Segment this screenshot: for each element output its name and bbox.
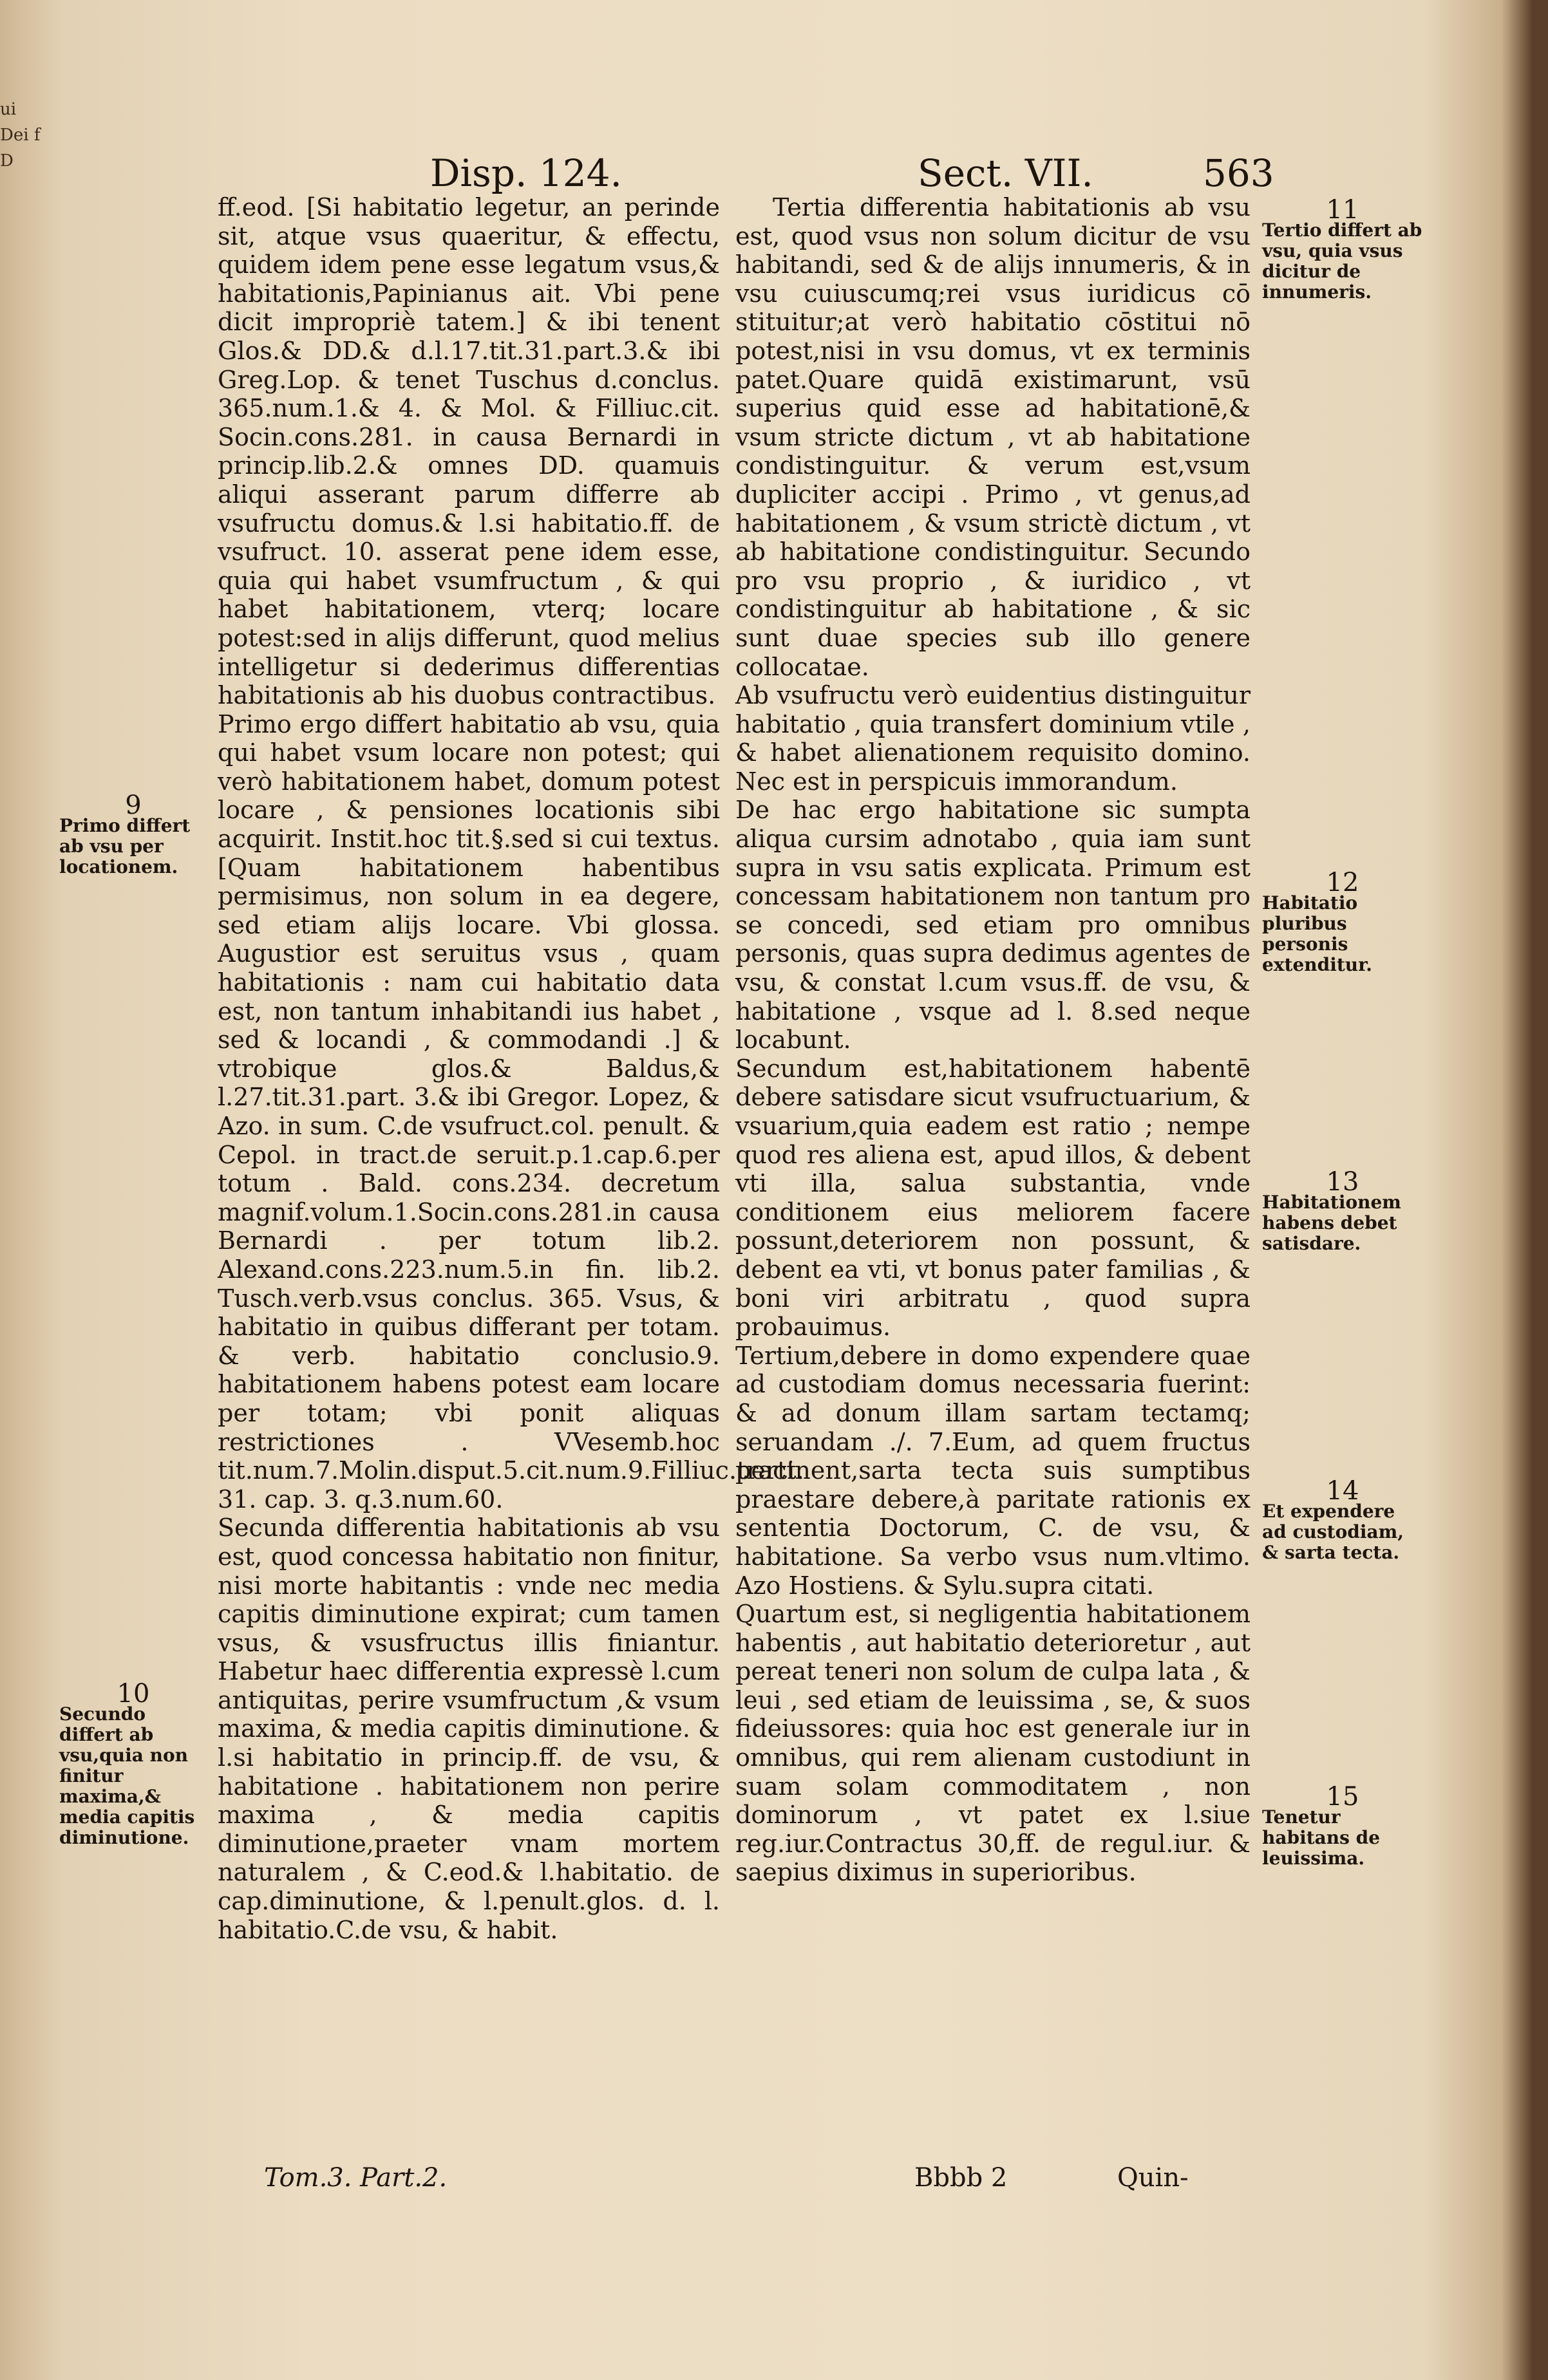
- margin-note-number: 12: [1326, 868, 1359, 897]
- margin-note-13: [1262, 1167, 1423, 1254]
- margin-note-12: [1262, 868, 1423, 975]
- header-page-number: 563: [1203, 151, 1274, 195]
- margin-note-text: Tertio differt ab vsu, quia vsus dicitur de innumeris.: [1262, 220, 1422, 303]
- footer-catchword: Quin-: [1117, 2163, 1189, 2193]
- paragraph: Secundum est,habitationem habentē debere satisdare sicut vsufructuarium, & vsuarium,quia eadem est ratio ; nempe quod res aliena est, apud illos, & debent vti illa, salua substantia, vnde conditionem eius meliorem facere possunt,deteriorem non possunt, & debent ea vti, vt bonus pater familias , & boni viri arbitratu , quod supra probauimus.: [735, 1054, 1251, 1342]
- footer-volume: Tom.3. Part.2.: [264, 2163, 448, 2193]
- margin-note-number: 9: [125, 791, 142, 820]
- paragraph: Ab vsufructu verò euidentius distinguitur habitatio , quia transfert dominium vtile , & habet alienationem requisito domino. Nec est in perspicuis immorandum.: [735, 681, 1251, 796]
- margin-note-number: 11: [1326, 195, 1359, 225]
- header-disputation: Disp. 124.: [430, 151, 622, 195]
- margin-note-number: 15: [1326, 1782, 1359, 1812]
- margin-note-9: [59, 791, 207, 877]
- paragraph: Secunda differentia habitationis ab vsu est, quod concessa habitatio non finitur, nisi morte habitantis : vnde nec media capitis diminutione expirat; cum tamen vsus, & vsusfructus illis finiantur. Habetur haec differentia expressè l.cum antiquitas, perire vsumfructum ,& vsum maxima, & media capitis diminutione. & l.si habitatio in princip.ff. de vsu, & habitatione . habitationem non perire maxima , & media capitis diminutione,praeter vnam mortem naturalem , & C.eod.& l.habitatio. de cap.diminutione, & l.penult.glos. d. l. habitatio.C.de vsu, & habit.: [218, 1513, 720, 1944]
- margin-note-number: 10: [117, 1679, 150, 1709]
- margin-note-text: Habitatio pluribus personis extenditur.: [1262, 892, 1373, 975]
- paragraph: Quartum est, si negligentia habitationem habentis , aut habitatio deterioretur , aut pereat teneri non solum de culpa lata , & leui , sed etiam de leuissima , se, & suos fideiussores: quia hoc est generale iur in omnibus, qui rem alienam custodiunt in suam solam commoditatem , non dominorum , vt patet ex l.siue reg.iur.Contractus 30,ff. de regul.iur. & saepius diximus in superioribus.: [735, 1600, 1251, 1887]
- margin-note-number: 14: [1326, 1476, 1359, 1506]
- margin-note-14: [1262, 1476, 1423, 1563]
- paragraph: Tertia differentia habitationis ab vsu est, quod vsus non solum dicitur de vsu habitandi, sed & de alijs innumeris, & in vsu cuiuscumq;rei vsus iuridicus cō stituitur;at verò habitatio cōstitui nō potest,nisi in vsu domus, vt ex terminis patet.Quare quidā existimarunt, vsū superius quid esse ad habitationē,& vsum stricte dictum , vt ab habitatione condistinguitur. & verum est,vsum dupliciter accipi . Primo , vt genus,ad habitationem , & vsum strictè dictum , vt ab habitatione condistinguitur. Secundo pro vsu proprio , & iuridico , vt condistinguitur ab habitatione , & sic sunt duae species sub illo genere collocatae.: [735, 193, 1251, 681]
- right-text-column: [735, 193, 1251, 1887]
- paragraph: Primo ergo differt habitatio ab vsu, quia qui habet vsum locare non potest; qui verò habitationem habet, domum potest locare , & pensiones locationis sibi acquirit. Instit.hoc tit.§.sed si cui textus. [Quam habitationem habentibus permisimus, non solum in ea degere, sed etiam alijs locare. Vbi glossa. Augustior est seruitus vsus , quam habitationis : nam cui habitatio data est, non tantum inhabitandi ius habet , sed & locandi , & commodandi .] & vtrobique glos.& Baldus,& l.27.tit.31.part. 3.& ibi Gregor. Lopez, & Azo. in sum. C.de vsufruct.col. penult. & Cepol. in tract.de seruit.p.1.cap.6.per totum . Bald. cons.234. decretum magnif.volum.1.Socin.cons.281.in causa Bernardi . per totum lib.2. Alexand.cons.223.num.5.in fin. lib.2. Tusch.verb.vsus conclus. 365. Vsus, & habitatio in quibus differant per totam. & verb. habitatio conclusio.9. habitationem habens potest eam locare per totam; vbi ponit aliquas restrictiones . VVesemb.hoc tit.num.7.Molin.disput.5.cit.num.9.Filliuc.tract. 31. cap. 3. q.3.num.60.: [218, 709, 804, 1513]
- footer-signature: Bbbb 2: [914, 2163, 1008, 2193]
- margin-note-text: Primo differt ab vsu per locationem.: [59, 815, 191, 877]
- margin-note-text: Et expendere ad custodiam, & sarta tecta.: [1262, 1501, 1404, 1563]
- margin-note-15: [1262, 1782, 1423, 1869]
- margin-note-10: [59, 1679, 207, 1848]
- paragraph: Tertium,debere in domo expendere quae ad custodiam domus necessaria fuerint: & ad donum illam sartam tectamq; seruandam ./. 7.Eum, ad quem fructus pertinent,sarta tecta suis sumptibus praestare debere,à paritate rationis ex sententia Doctorum, C. de vsu, & habitatione. Sa verbo vsus num.vltimo. Azo Hostiens. & Sylu.supra citati.: [735, 1341, 1251, 1600]
- margin-note-text: Tenetur habitans de leuissima.: [1262, 1806, 1381, 1869]
- left-text-column: [218, 193, 804, 1944]
- paragraph: ff.eod. [Si habitatio legetur, an perinde sit, atque vsus quaeritur, & effectu, quidem idem pene esse legatum vsus,& habitationis,Papinianus ait. Vbi pene dicit impropriè tatem.] & ibi tenent Glos.& DD.& d.l.17.tit.31.part.3.& ibi Greg.Lop. & tenet Tuschus d.conclus. 365.num.1.& 4. & Mol. & Filliuc.cit. Socin.cons.281. in causa Bernardi in princip.lib.2.& omnes DD. quamuis aliqui asserant parum differre ab vsufructu domus.& l.si habitatio.ff. de vsufruct. 10. asserat pene idem esse, quia qui habet vsumfructum , & qui habet habitationem, vterq; locare potest:sed in alijs differunt, quod melius intelligetur si dederimus differentias habitationis ab his duobus contractibus.: [218, 193, 720, 710]
- margin-note-text: Habitationem habens debet satisdare.: [1262, 1192, 1401, 1254]
- header-section: Sect. VII.: [918, 151, 1093, 195]
- margin-note-text: Secundo differt ab vsu,quia non finitur maxima,& media capitis diminutione.: [59, 1703, 195, 1848]
- paragraph: De hac ergo habitatione sic sumpta aliqua cursim adnotabo , quia iam sunt supra in vsu satis explicata. Primum est concessam habitationem non tantum pro se concedi, sed etiam pro omnibus personis, quas supra dedimus agentes de vsu, & constat l.cum vsus.ff. de vsu, & habitatione , vsque ad l. 8.sed neque locabunt.: [735, 796, 1251, 1054]
- margin-note-number: 13: [1326, 1167, 1359, 1197]
- margin-note-11: [1262, 195, 1423, 303]
- adjacent-page-edge: ui Dei f D: [0, 100, 41, 171]
